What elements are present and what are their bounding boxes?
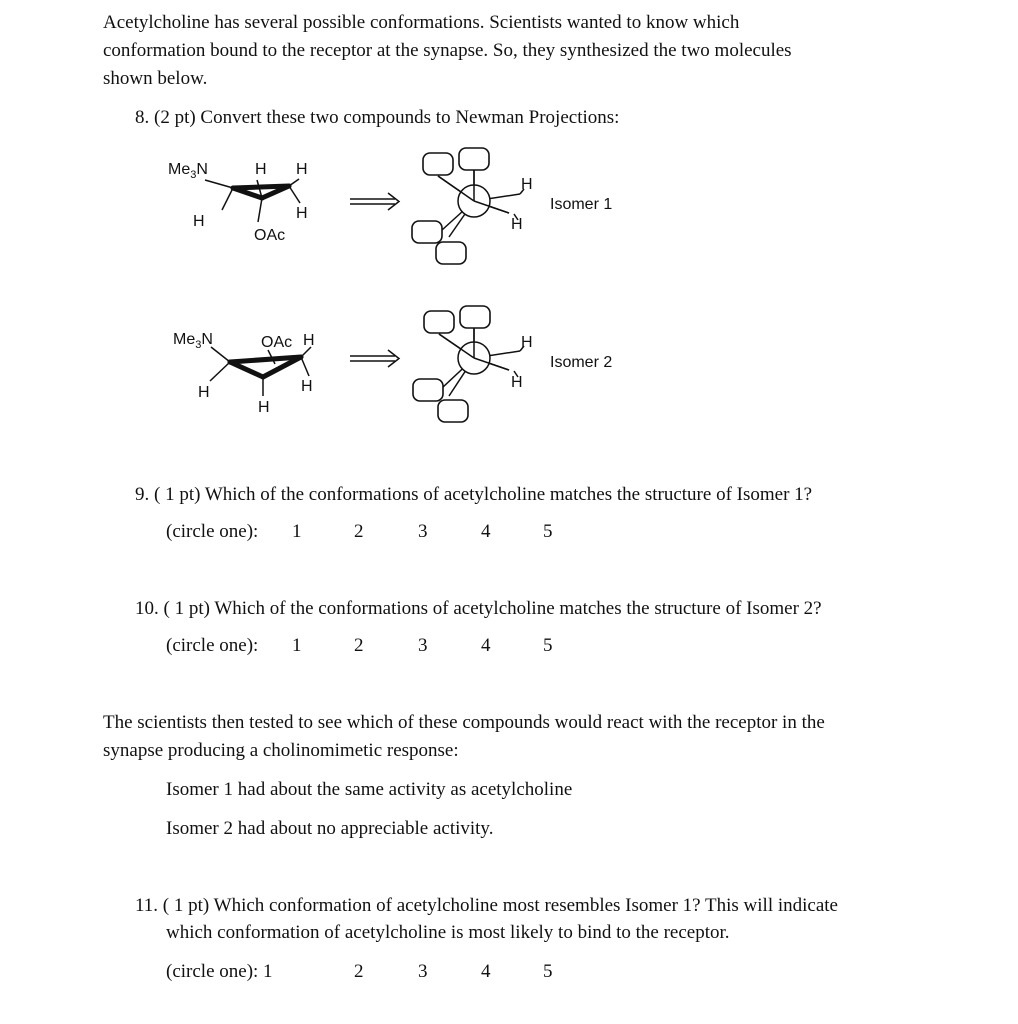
isomer-2-me3n: $Me_3N$	[173, 331, 213, 351]
isomer-1-h-right: H	[296, 205, 308, 222]
q9-option-3[interactable]: 3	[418, 521, 428, 542]
isomer-2-newman-h-top: H	[521, 334, 533, 351]
results-line-2: synapse producing a cholinomimetic response:	[103, 740, 459, 761]
isomer-2-result: Isomer 2 had about no appreciable activity.	[166, 818, 494, 839]
q10-option-1[interactable]: 1	[292, 635, 302, 656]
q11-option-2[interactable]: 2	[354, 961, 364, 982]
isomer-1-newman-h-top: H	[521, 176, 533, 193]
q11-option-5[interactable]: 5	[543, 961, 553, 982]
q10-option-3[interactable]: 3	[418, 635, 428, 656]
isomer-1-label: Isomer 1	[550, 196, 613, 213]
q9-option-4[interactable]: 4	[481, 521, 491, 542]
q10-option-5[interactable]: 5	[543, 635, 553, 656]
isomer-1-h-top-2: H	[296, 161, 308, 178]
q9-option-5[interactable]: 5	[543, 521, 553, 542]
arrow-1	[350, 193, 399, 210]
q11-circle-label: (circle one): 1	[166, 961, 273, 982]
isomer-1-h-top-1: H	[255, 161, 267, 178]
question-11-line-2: which conformation of acetylcholine is most likely to bind to the receptor.	[166, 922, 730, 943]
isomer-1-h-left: H	[193, 213, 205, 230]
q9-option-2[interactable]: 2	[354, 521, 364, 542]
q9-option-1[interactable]: 1	[292, 521, 302, 542]
isomer-1-sawhorse	[205, 179, 300, 222]
intro-line-3: shown below.	[103, 68, 208, 89]
isomer-2-sawhorse	[210, 347, 311, 396]
isomer-2-newman-projection	[413, 306, 524, 422]
question-11-line-1: 11. ( 1 pt) Which conformation of acetylcholine most resembles Isomer 1? This will indicate	[135, 895, 838, 916]
isomer-2-h-left: H	[198, 384, 210, 401]
isomer-2-h-bottom: H	[258, 399, 270, 416]
isomer-1-result: Isomer 1 had about the same activity as acetylcholine	[166, 779, 573, 800]
results-line-1: The scientists then tested to see which of these compounds would react with the receptor in the	[103, 712, 825, 733]
isomer-1-me3n: $Me_3N$	[168, 161, 208, 181]
q10-option-4[interactable]: 4	[481, 635, 491, 656]
isomer-2-newman-h-bottom: H	[511, 374, 523, 391]
question-8: 8. (2 pt) Convert these two compounds to Newman Projections:	[135, 107, 620, 128]
q10-circle-label: (circle one):	[166, 635, 259, 656]
question-9: 9. ( 1 pt) Which of the conformations of acetylcholine matches the structure of Isomer 1?	[135, 484, 813, 505]
newman-projection-figure	[0, 0, 1018, 460]
isomer-2-h-top: H	[303, 332, 315, 349]
isomer-1-oac: OAc	[254, 227, 286, 244]
question-10: 10. ( 1 pt) Which of the conformations of acetylcholine matches the structure of Isomer 2?	[135, 598, 822, 619]
intro-line-1: Acetylcholine has several possible conformations. Scientists wanted to know which	[103, 12, 740, 33]
arrow-2	[350, 350, 399, 367]
isomer-1-newman-projection	[412, 148, 524, 264]
isomer-2-oac: OAc	[261, 334, 293, 351]
q10-option-2[interactable]: 2	[354, 635, 364, 656]
q9-circle-label: (circle one):	[166, 521, 259, 542]
isomer-2-label: Isomer 2	[550, 354, 613, 371]
q11-option-4[interactable]: 4	[481, 961, 491, 982]
q11-option-3[interactable]: 3	[418, 961, 428, 982]
intro-line-2: conformation bound to the receptor at the synapse. So, they synthesized the two molecules	[103, 40, 792, 61]
isomer-2-h-right: H	[301, 378, 313, 395]
isomer-1-newman-h-bottom: H	[511, 216, 523, 233]
